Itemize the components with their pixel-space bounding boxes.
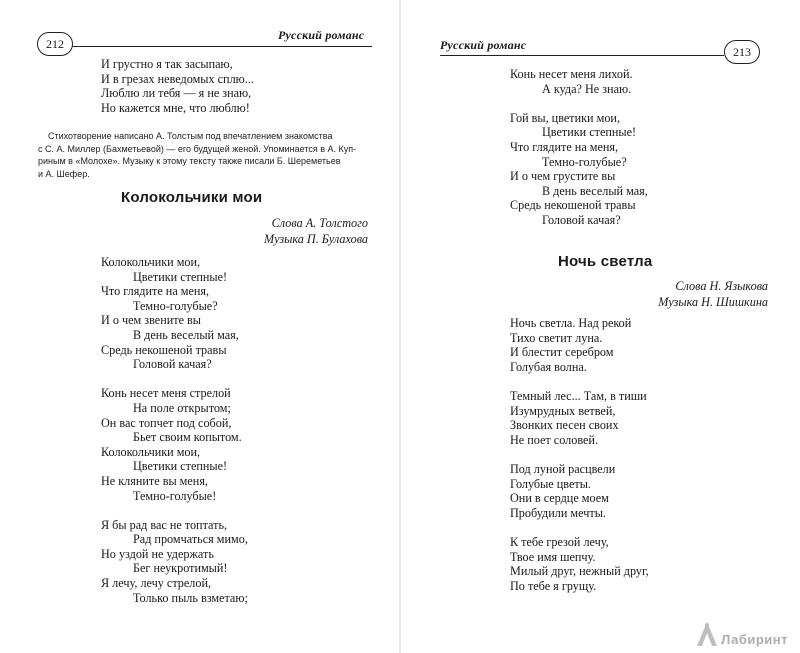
verse-line: И грустно я так засыпаю,: [101, 57, 233, 71]
song-lyrics: [510, 316, 649, 593]
verse-continuation: [510, 67, 648, 228]
lyric-line: Милый друг, нежный друг,: [510, 564, 649, 579]
lyric-line: Цветики степные!: [133, 269, 228, 284]
lyric-line: Средь некошеной травы: [101, 342, 227, 357]
lyric-line: Цветики степные!: [133, 459, 228, 474]
lyric-line: Не поет соловей.: [510, 432, 598, 447]
words-credit: Слова А. Толстого: [271, 216, 368, 230]
footnote-line: риным в «Молохе». Музыку к этому тексту также писали Б. Шереметьев: [38, 156, 341, 166]
lyric-line: Конь несет меня стрелой: [101, 386, 231, 401]
lyric-line: Пробудили мечты.: [510, 505, 606, 520]
lyric-line: Конь несет меня лихой.: [510, 67, 633, 81]
stanza-gap: [101, 372, 248, 387]
lyric-line: Я лечу, лечу стрелой,: [101, 576, 212, 591]
lyric-line: Цветики степные!: [542, 125, 637, 140]
page-number: 213: [724, 40, 760, 64]
header-rule: [72, 46, 372, 47]
song-lyrics: [101, 255, 248, 605]
music-credit: Музыка П. Булахова: [263, 231, 368, 246]
verse-line: И в грезах неведомых сплю...: [101, 71, 254, 86]
lyric-line: Колокольчики мои,: [101, 444, 201, 459]
lyric-line: Я бы рад вас не топтать,: [101, 517, 228, 532]
lyric-line: Голубая волна.: [510, 359, 587, 374]
verse-ending: [101, 57, 254, 115]
header-rule: [440, 55, 724, 56]
lyric-line: Ночь светла. Над рекой: [510, 316, 632, 330]
words-credit: Слова Н. Языкова: [675, 279, 768, 293]
lyric-line: Головой качая?: [133, 357, 212, 372]
lyric-line: Колокольчики мои,: [101, 255, 201, 269]
song-credits: [658, 279, 768, 310]
verse-line: Но кажется мне, что люблю!: [101, 100, 250, 115]
labirint-watermark: [695, 621, 788, 647]
lyric-line: Только пыль взметаю;: [133, 590, 248, 605]
stanza-gap: [510, 447, 649, 462]
lyric-line: Темный лес... Там, в тиши: [510, 388, 647, 403]
lyric-line: К тебе грезой лечу,: [510, 534, 609, 549]
footnote-line: Стихотворение написано А. Толстым под впечатлением знакомства: [48, 131, 333, 141]
song-title: Колокольчики мои: [121, 189, 263, 206]
lyric-line: Рад промчаться мимо,: [133, 532, 248, 547]
right-page: [400, 0, 800, 653]
lyric-line: Бег неукротимый!: [133, 561, 228, 576]
lyric-line: Что глядите на меня,: [510, 139, 619, 154]
lyric-line: Гой вы, цветики мои,: [510, 110, 621, 125]
footnote-line: с С. А. Миллер (Бахметьевой) — его будущей женой. Упоминается в А. Куп-: [38, 143, 357, 154]
running-title: Русский романс: [440, 38, 527, 52]
stanza-gap: [510, 374, 649, 389]
lyric-line: Голубые цветы.: [510, 476, 591, 491]
lyric-line: Головой качая?: [542, 212, 621, 227]
lyric-line: И блестит серебром: [510, 345, 614, 360]
lyric-line: Твое имя шепчу.: [510, 549, 596, 564]
page-number: 212: [37, 32, 73, 56]
watermark-text: Лабиринт: [721, 632, 788, 647]
lyric-line: Что глядите на меня,: [101, 284, 210, 299]
stanza-gap: [101, 503, 248, 518]
stanza-gap: [510, 520, 649, 535]
lyric-line: В день веселый мая,: [542, 183, 648, 198]
lyric-line: И о чем звените вы: [101, 313, 201, 328]
lyric-line: Не кляните вы меня,: [101, 473, 208, 488]
stanza-gap: [510, 96, 648, 111]
lyric-line: По тебе я грущу.: [510, 578, 597, 593]
lyric-line: Темно-голубые?: [133, 298, 218, 313]
music-credit: Музыка Н. Шишкина: [658, 294, 768, 309]
lyric-line: Темно-голубые!: [133, 488, 217, 503]
lyric-line: На поле открытом;: [133, 400, 231, 415]
song-credits: [264, 216, 368, 247]
lyric-line: Под луной расцвели: [510, 461, 616, 476]
lyric-line: Звонких песен своих: [510, 418, 619, 433]
labirint-logo-icon: [695, 621, 719, 647]
lyric-line: В день веселый мая,: [133, 327, 239, 342]
lyric-line: Изумрудных ветвей,: [510, 403, 616, 418]
lyric-line: А куда? Не знаю.: [542, 81, 632, 96]
footnote: [38, 130, 356, 180]
running-title: Русский романс: [278, 28, 365, 42]
lyric-line: И о чем грустите вы: [510, 169, 616, 184]
lyric-line: Темно-голубые?: [542, 154, 627, 169]
footnote-line: и А. Шефер.: [38, 168, 90, 179]
lyric-line: Бьет своим копытом.: [133, 430, 242, 445]
lyric-line: Он вас топчет под собой,: [101, 415, 232, 430]
lyric-line: Тихо светит луна.: [510, 330, 603, 345]
lyric-line: Но уздой не удержать: [101, 546, 214, 561]
verse-line: Люблю ли тебя — я не знаю,: [101, 86, 252, 101]
lyric-line: Средь некошеной травы: [510, 198, 636, 213]
lyric-line: Они в сердце моем: [510, 491, 609, 506]
song-title: Ночь светла: [558, 253, 653, 270]
